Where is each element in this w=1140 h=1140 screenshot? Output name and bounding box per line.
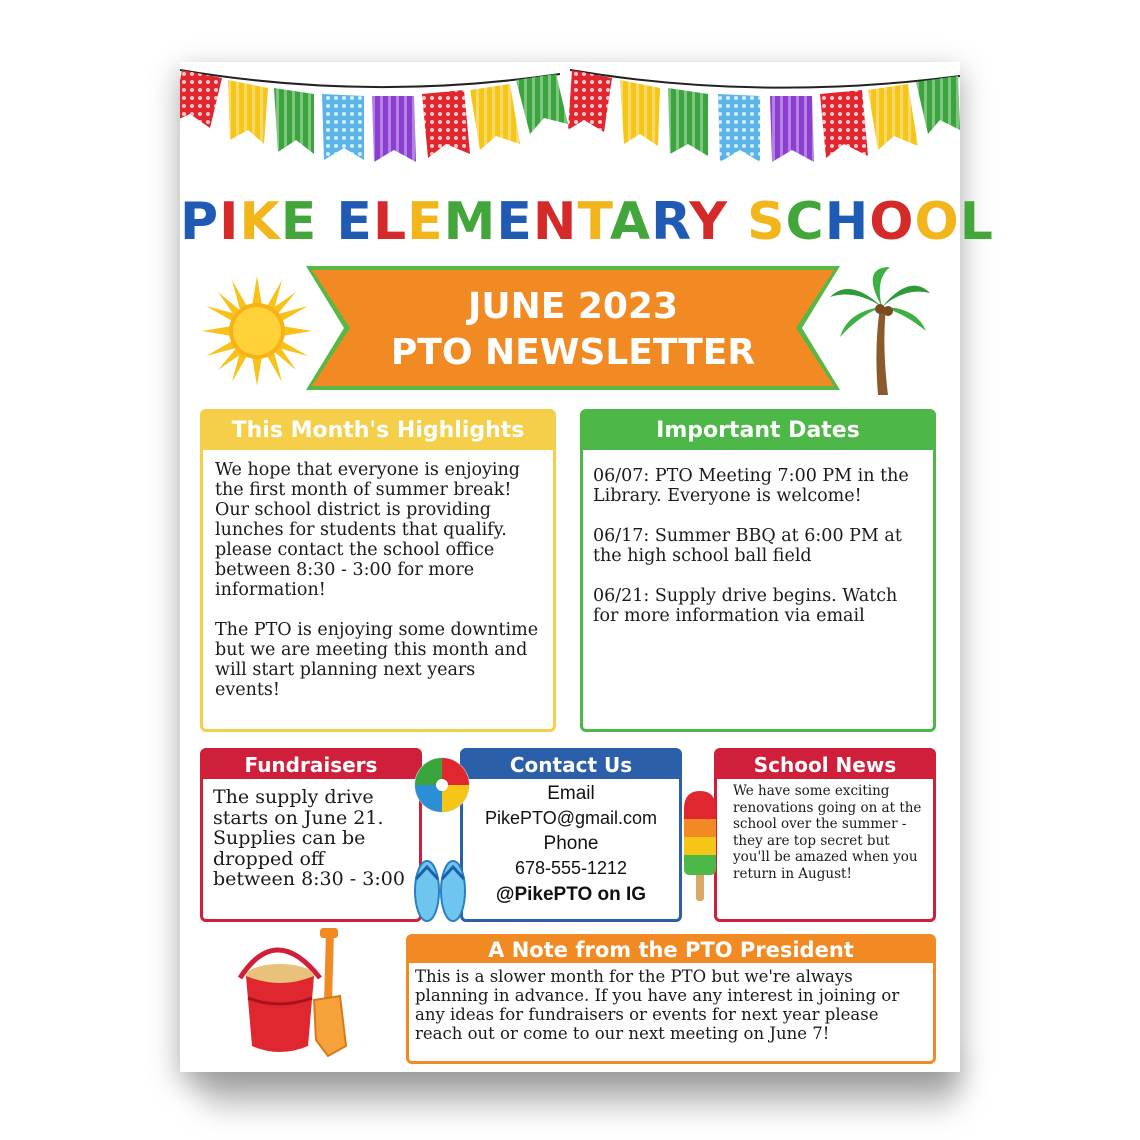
president-note-text: This is a slower month for the PTO but we're always planning in advance. If you have any interest in joining or any ideas for fundraisers or events for next year please reach out or come to our next meeting on June 7! (415, 967, 900, 1043)
flag-left-2 (228, 80, 268, 144)
flag-left-1 (180, 70, 222, 128)
fundraisers-box (200, 748, 422, 922)
school-news-text: We have some exciting renovations going on at the school over the summer - they are top secret but you'll be amazed when you return in August! (733, 783, 922, 882)
title-letter: O (869, 192, 915, 252)
title-letter: C (785, 192, 825, 252)
fundraisers-header: Fundraisers (203, 751, 419, 779)
newsletter-page (180, 62, 994, 1072)
fundraisers-text: The supply drive starts on June 21. Supplies can be dropped off between 8:30 - 3:00 (213, 786, 405, 890)
sun-icon (202, 276, 312, 386)
highlights-paragraph-1: We hope that everyone is enjoying the first month of summer break! Our school district is providing lunches for students that qualify. please contact the school office between 8:30 - 3:00 for more information! (215, 460, 521, 600)
highlights-box (200, 409, 556, 732)
flag-left-8 (516, 74, 568, 134)
title-letter: R (651, 192, 690, 252)
title-letter: S (747, 192, 786, 252)
flag-left-4 (322, 94, 364, 160)
phone-number: 678-555-1212 (514, 858, 628, 878)
flag-left-6 (422, 90, 470, 158)
instagram-handle: @PikePTO on IG (495, 884, 647, 905)
flag-right-6 (820, 90, 868, 158)
flag-right-4 (718, 94, 760, 162)
title-space (728, 192, 747, 252)
flag-right-1 (568, 70, 612, 132)
palm-tree-icon (830, 267, 930, 397)
president-note-box (406, 934, 936, 1064)
beach-ball-icon (413, 756, 471, 814)
flag-right-8 (916, 76, 960, 134)
school-news-header: School News (717, 751, 933, 779)
president-note-header: A Note from the PTO President (409, 937, 933, 963)
title-letter: Y (689, 192, 728, 252)
flag-right-2 (620, 80, 660, 146)
title-space (317, 192, 336, 252)
school-name-title (180, 192, 994, 252)
email-label: Email (547, 783, 595, 804)
contact-header: Contact Us (463, 751, 679, 779)
title-letter: A (609, 192, 652, 252)
flag-right-3 (668, 88, 708, 156)
ribbon-title (306, 284, 840, 376)
title-letter: H (824, 192, 870, 252)
date-item: 06/17: Summer BBQ at 6:00 PM at the high school ball field (593, 526, 902, 566)
email-address: PikePTO@gmail.com (485, 808, 657, 828)
bunting-banner (180, 62, 960, 182)
title-letter: T (577, 192, 610, 252)
flag-left-5 (372, 96, 416, 162)
flag-left-3 (274, 88, 314, 154)
title-letter: E (496, 192, 533, 252)
title-letter: M (443, 192, 497, 252)
school-news-box (714, 748, 936, 922)
title-letter: P (180, 192, 220, 252)
title-letter: E (407, 192, 444, 252)
ribbon-line-2: PTO NEWSLETTER (390, 332, 756, 373)
title-letter: O (914, 192, 960, 252)
title-letter: L (959, 192, 994, 252)
phone-label: Phone (543, 833, 599, 854)
flip-flops-icon (412, 857, 468, 923)
title-letter: N (532, 192, 578, 252)
flag-right-7 (868, 84, 918, 150)
title-letter: L (372, 192, 408, 252)
important-dates-box (580, 409, 936, 732)
title-letter: E (336, 192, 373, 252)
popsicle-icon (680, 789, 720, 903)
highlights-header: This Month's Highlights (203, 412, 553, 450)
highlights-paragraph-2: The PTO is enjoying some downtime but we are meeting this month and will start planning next years events! (215, 620, 539, 700)
title-letter: I (219, 192, 240, 252)
flag-right-5 (770, 96, 814, 162)
sand-bucket-icon (236, 928, 348, 1064)
contact-box (460, 748, 682, 922)
date-item: 06/07: PTO Meeting 7:00 PM in the Library. Everyone is welcome! (593, 466, 909, 506)
title-letter: E (280, 192, 318, 252)
date-item: 06/21: Supply drive begins. Watch for more information via email (593, 586, 898, 626)
flag-left-7 (470, 84, 520, 150)
ribbon-line-1: JUNE 2023 (467, 286, 679, 327)
title-letter: K (239, 192, 281, 252)
important-dates-header: Important Dates (583, 412, 933, 450)
